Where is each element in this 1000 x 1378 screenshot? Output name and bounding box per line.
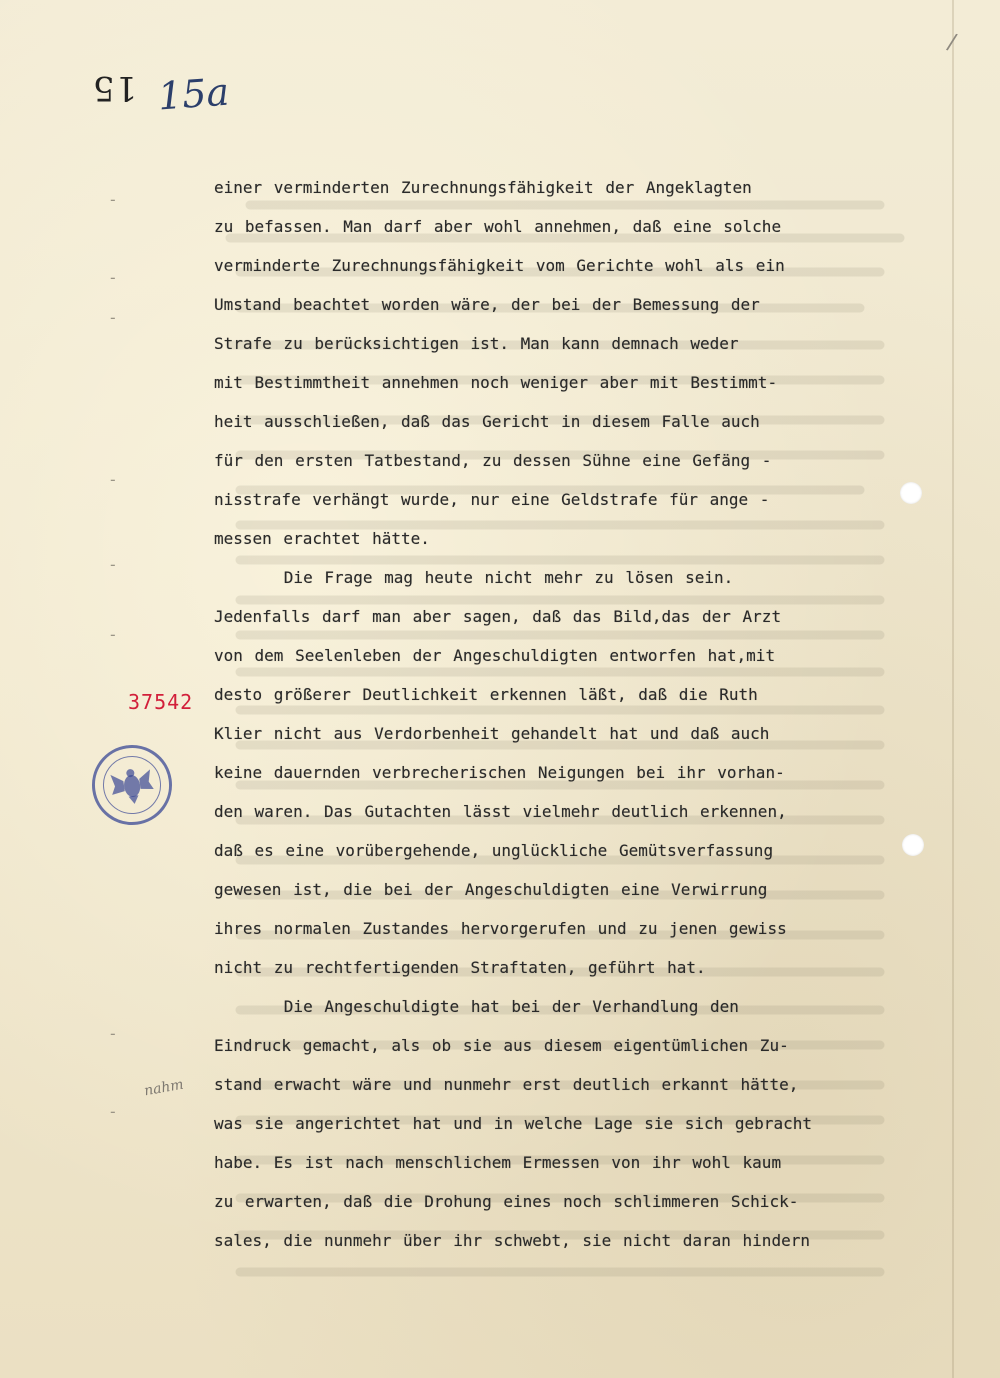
margin-dash: - (108, 268, 118, 287)
text-line: was sie angerichtet hat und in welche Lage sie sich gebracht (214, 1114, 812, 1133)
text-line: Die Frage mag heute nicht mehr zu lösen sein. (214, 568, 734, 587)
body-text (214, 168, 914, 1260)
text-line: ihres normalen Zustandes hervorgerufen und zu jenen gewiss (214, 919, 787, 938)
margin-dash: - (108, 1102, 118, 1121)
text-line: Die Angeschuldigte hat bei der Verhandlung den (214, 997, 739, 1016)
text-line: Eindruck gemacht, als ob sie aus diesem eigentümlichen Zu- (214, 1036, 789, 1055)
new-page-number: 15a (156, 69, 231, 119)
text-line: daß es eine vorübergehende, unglückliche Gemütsverfassung (214, 841, 774, 860)
text-line: zu erwarten, daß die Drohung eines noch schlimmeren Schick- (214, 1192, 799, 1211)
corner-pencil-mark: / (944, 29, 959, 56)
margin-dash: - (108, 470, 118, 489)
text-line: heit ausschließen, daß das Gericht in diesem Falle auch (214, 412, 760, 431)
text-line: einer verminderten Zurechnungsfähigkeit der Angeklagten (214, 178, 752, 197)
text-line: zu befassen. Man darf aber wohl annehmen, daß eine solche (214, 217, 782, 236)
text-line: für den ersten Tatbestand, zu dessen Sühne eine Gefäng - (214, 451, 772, 470)
margin-dash: - (108, 308, 118, 327)
archive-number: 37542 (128, 690, 194, 714)
margin-dash: - (108, 1024, 118, 1043)
faint-pencil-note: nahm (142, 1076, 185, 1100)
text-line: sales, die nunmehr über ihr schwebt, sie nicht daran hindern (214, 1231, 810, 1250)
text-line: messen erachtet hätte. (214, 529, 430, 548)
text-line: mit Bestimmtheit annehmen noch weniger aber mit Bestimmt- (214, 373, 778, 392)
text-line: Strafe zu berücksichtigen ist. Man kann demnach weder (214, 334, 739, 353)
official-stamp (87, 740, 177, 830)
margin-dash: - (108, 625, 118, 644)
old-page-number: 15 (92, 68, 138, 108)
text-line: Umstand beachtet worden wäre, der bei der Bemessung der (214, 295, 760, 314)
paper-fold-line (952, 0, 954, 1378)
text-line: Klier nicht aus Verdorbenheit gehandelt hat und daß auch (214, 724, 770, 743)
text-line: habe. Es ist nach menschlichem Ermessen von ihr wohl kaum (214, 1153, 782, 1172)
text-line: nisstrafe verhängt wurde, nur eine Geldstrafe für ange - (214, 490, 770, 509)
text-line: von dem Seelenleben der Angeschuldigten entworfen hat,mit (214, 646, 776, 665)
text-line: stand erwacht wäre und nunmehr erst deutlich erkannt hätte, (214, 1075, 799, 1094)
text-line: desto größerer Deutlichkeit erkennen läßt, daß die Ruth (214, 685, 758, 704)
text-line: nicht zu rechtfertigenden Straftaten, geführt hat. (214, 958, 706, 977)
eagle-seal-icon (106, 759, 158, 811)
text-line: keine dauernden verbrecherischen Neigungen bei ihr vorhan- (214, 763, 785, 782)
text-line: den waren. Das Gutachten lässt vielmehr deutlich erkennen, (214, 802, 787, 821)
text-line: verminderte Zurechnungsfähigkeit vom Gerichte wohl als ein (214, 256, 785, 275)
text-line: Jedenfalls darf man aber sagen, daß das Bild,das der Arzt (214, 607, 782, 626)
margin-dash: - (108, 190, 118, 209)
margin-dash: - (108, 555, 118, 574)
text-line: gewesen ist, die bei der Angeschuldigten eine Verwirrung (214, 880, 768, 899)
